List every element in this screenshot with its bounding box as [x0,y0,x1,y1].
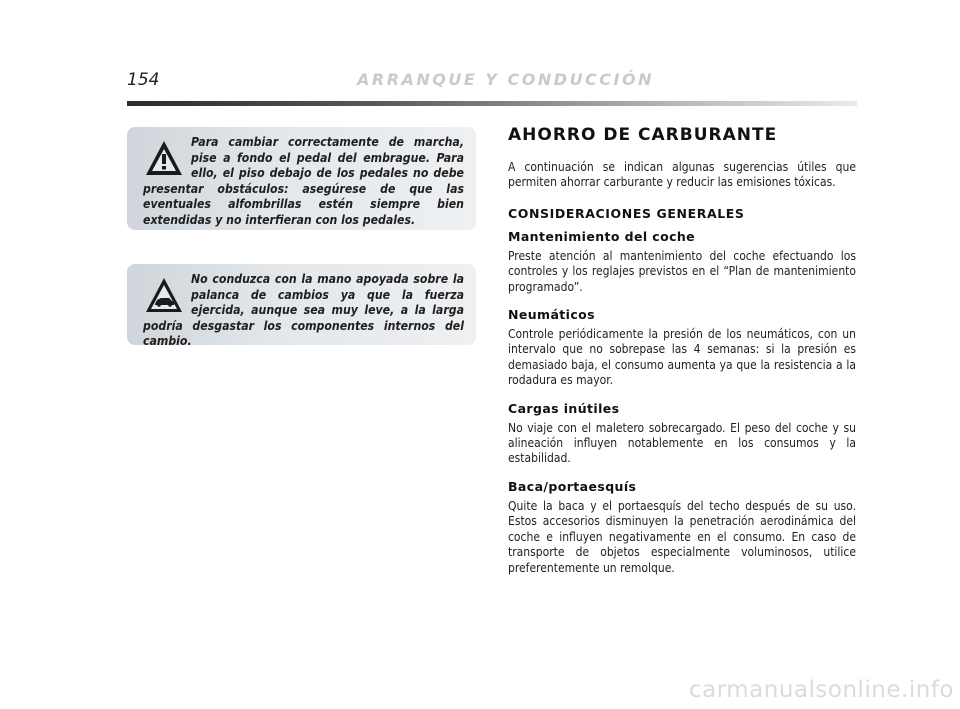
topic-roof-rack [508,479,856,576]
article-heading: AHORRO DE CARBURANTE [508,125,778,145]
topic-tyres [508,307,856,389]
topic-heading: Mantenimiento del coche [508,228,696,244]
warning-note-clutch [127,127,476,230]
article-subheading: CONSIDERACIONES GENERALES [508,205,745,221]
page-number: 154 [127,70,160,90]
article-column [508,125,856,588]
watermark[interactable]: carmanualsonline.info [688,677,954,703]
article-intro: A continuación se indican algunas sugerencias útiles que permiten ahorrar carburante y reducir las emisiones tóxicas. [508,160,856,190]
topic-text: No viaje con el maletero sobrecargado. El peso del coche y su alineación influyen notablemente en los consumos y la estabilidad. [508,420,856,466]
topic-heading: Baca/portaesquís [508,478,637,494]
topic-heading: Neumáticos [508,307,595,323]
topic-text: Controle periódicamente la presión de los neumáticos, con un intervalo que no sobrepase las 4 semanas: si la presión es demasiado baja, el consumo aumenta ya que la resistencia a la rodadura es mayor. [508,327,856,388]
topic-heading: Cargas inútiles [508,400,620,416]
note-text: No conduzca con la mano apoyada sobre la palanca de cambios ya que la fuerza ejercida, aunque sea muy leve, a la larga podría desgastar los componentes internos del cambio. [143,272,464,349]
section-title: ARRANQUE Y CONDUCCIÓN [357,70,654,89]
topic-text: Preste atención al mantenimiento del coche efectuando los controles y los reglajes previstos en el “Plan de mantenimiento programado”. [508,248,856,294]
topic-text: Quite la baca y el portaesquís del techo después de su uso. Estos accesorios disminuyen la penetración aerodinámica del coche e influyen negativamente en el consumo. En caso de transporte de objetos especialmente voluminosos, utilice preferentemente un remolque. [508,498,856,575]
caution-note-gearstick [127,264,476,349]
topic-useless-loads [508,401,856,467]
topic-maintenance [508,229,856,295]
car-caution-icon [143,274,185,318]
header-rule [127,101,857,106]
warning-triangle-icon [143,137,185,181]
note-text: Para cambiar correctamente de marcha, pise a fondo el pedal del embrague. Para ello, el piso debajo de los pedales no debe presentar obstáculos: asegúrese de que las eventuales alfombrillas estén siempre bien extendidas y no interfieran con los pedales. [143,135,464,227]
